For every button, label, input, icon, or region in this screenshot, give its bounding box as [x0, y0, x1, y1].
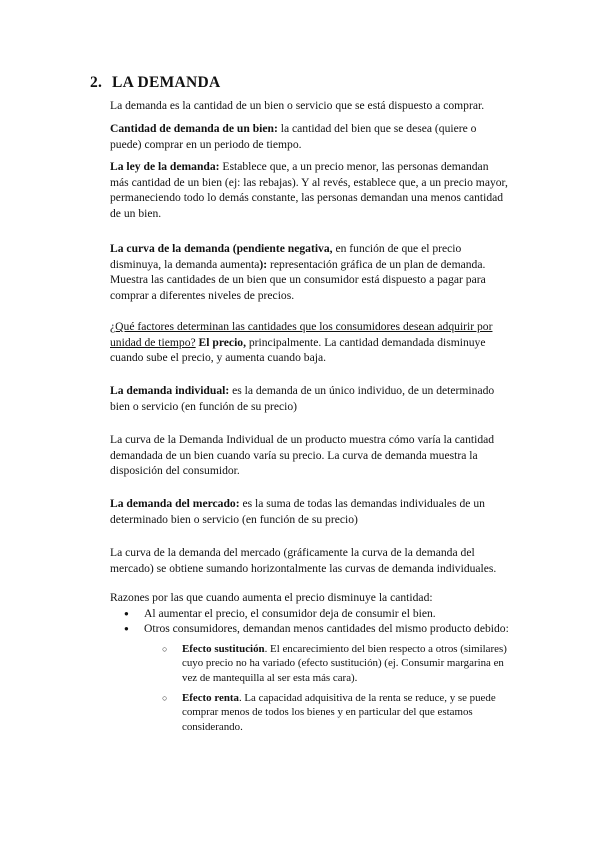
paragraph-market-curve: La curva de la demanda del mercado (gráficamente la curva de la demanda del mercado) se obtiene sumando horizontalmente las curvas de demanda individuales.	[110, 546, 497, 575]
term: Cantidad de demanda de un bien:	[110, 122, 278, 135]
question: ¿Qué factores determinan las cantidades que los consumidores desean adquirir por unidad de tiempo?	[110, 320, 493, 349]
paragraph-definition: La demanda es la cantidad de un bien o servicio que se está dispuesto a comprar.	[110, 99, 485, 112]
paragraph-factors: ¿Qué factores determinan las cantidades que los consumidores desean adquirir por unidad de tiempo? El precio, principalmente. La cantidad demandada disminuye cuando sube el precio, y aumenta cuando baja.	[110, 320, 493, 365]
section-number: 2.	[90, 74, 103, 91]
paragraph-demand-curve: La curva de la demanda (pendiente negativa, en función de que el precio disminuya, la demanda aumenta): representación gráfica de un plan de demanda. Muestra las cantidades de un bien que un consumidor está dispuesto a pagar para comprar a diferentes niveles de precios.	[110, 242, 486, 302]
list-item: ○ Efecto renta. La capacidad adquisitiva de la renta se reduce, y se puede comprar menos de todos los bienes y en particular del que estamos considerando.	[110, 691, 520, 734]
list-item: ● Otros consumidores, demandan menos cantidades del mismo producto debido:	[110, 621, 520, 637]
reasons-intro: Razones por las que cuando aumenta el precio disminuye la cantidad:	[110, 591, 433, 604]
term: La ley de la demanda:	[110, 160, 220, 173]
paragraph-quantity-demanded: Cantidad de demanda de un bien: la cantidad del bien que se desea (quiere o puede) comprar en un periodo de tiempo.	[110, 122, 477, 151]
term: Efecto renta	[182, 692, 239, 704]
term: La demanda individual:	[110, 384, 230, 397]
term: El precio,	[195, 335, 246, 349]
paragraph-law-of-demand: La ley de la demanda: Establece que, a un precio menor, las personas demandan más cantidad de un bien (ej: las rebajas). Y al revés, establece que, a un precio mayor, permaneciendo todo lo demás constante, las personas demandan una menos cantidad de un bien.	[110, 160, 508, 220]
term: La curva de la demanda (pendiente negativa,	[110, 242, 333, 255]
list-item: ● Al aumentar el precio, el consumidor deja de consumir el bien.	[110, 606, 520, 622]
paragraph-individual-demand: La demanda individual: es la demanda de un único individuo, de un determinado bien o servicio (en función de su precio)	[110, 384, 495, 413]
reasons-sublist	[110, 642, 520, 734]
reasons-list	[110, 606, 520, 637]
paragraph-individual-curve: La curva de la Demanda Individual de un producto muestra cómo varía la cantidad demandada de un bien cuando varía su precio. La curva de demanda muestra la disposición del consumidor.	[110, 433, 495, 478]
section-title: LA DEMANDA	[112, 74, 221, 91]
term: Efecto sustitución	[182, 642, 265, 655]
paragraph-market-demand: La demanda del mercado: es la suma de todas las demandas individuales de un determinado bien o servicio (en función de su precio)	[110, 497, 485, 526]
term: La demanda del mercado:	[110, 497, 240, 510]
reasons-section	[110, 590, 520, 740]
list-item: ○ Efecto sustitución. El encarecimiento del bien respecto a otros (similares) cuyo precio no ha variado (efecto sustitución) (ej. Consumir margarina en vez de mantequilla al ser esta más cara).	[110, 642, 520, 685]
section-heading	[90, 74, 221, 92]
